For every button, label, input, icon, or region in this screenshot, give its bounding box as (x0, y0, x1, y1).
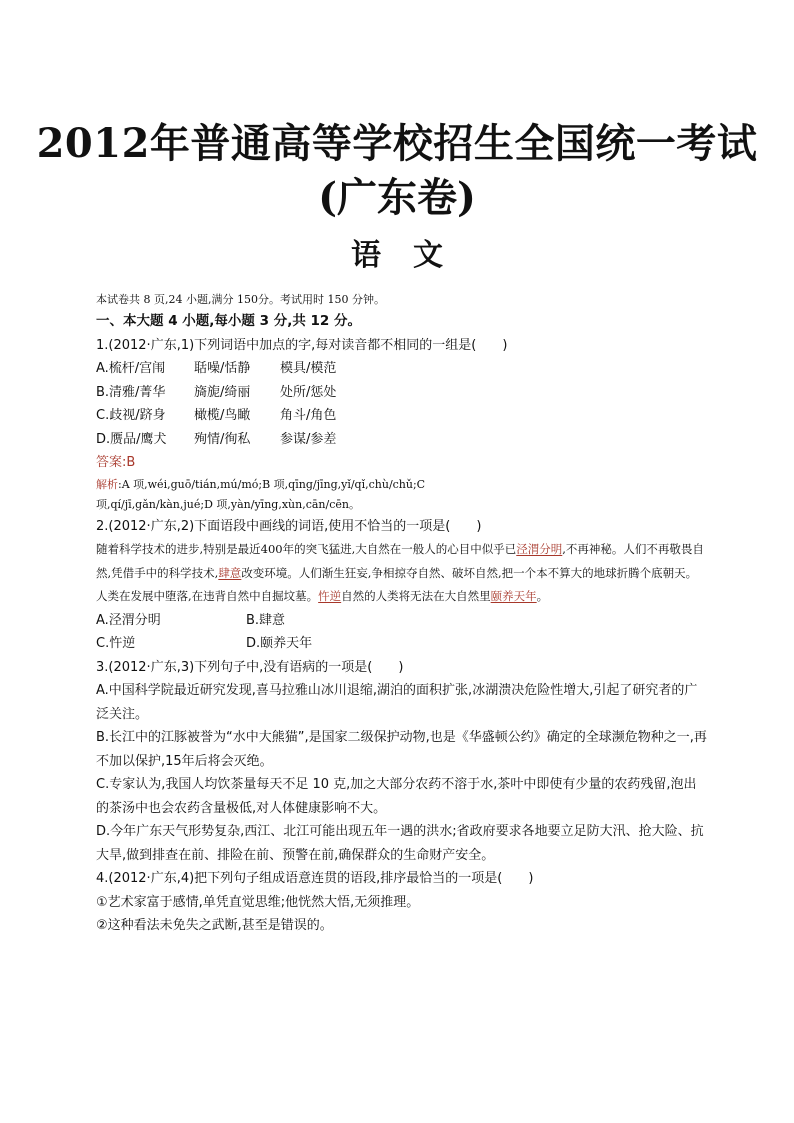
option-part: 模具/模范 (280, 361, 337, 376)
exam-content (96, 290, 708, 938)
question-3-option-d: D.今年广东天气形势复杂,西江、北江可能出现五年一遇的洪水;省政府要求各地要立足防大汛、抢大险、抗大旱,做到排查在前、排险在前、预警在前,确保群众的生命财产安全。 (96, 824, 704, 863)
question-2-stem: 2.(2012·广东,2)下面语段中画线的词语,使用不恰当的一项是( ) (96, 518, 482, 534)
question-4-sentence-1: ①艺术家富于感情,单凭直觉思维;他恍然大悟,无须推理。 (96, 894, 420, 910)
passage-text: ,不再神秘。人们不再敬畏自然,凭借手中的科学技术, (96, 542, 704, 580)
question-4-sentence-2: ②这种看法未免失之武断,甚至是错误的。 (96, 918, 333, 933)
option-part: C.歧视/跻身 (96, 408, 166, 423)
underlined-word: 忤逆 (318, 589, 342, 603)
option-part: 橄榄/鸟瞰 (194, 408, 251, 423)
option-a: A.泾渭分明 (96, 612, 161, 628)
option-part: 参谋/参差 (280, 431, 337, 447)
underlined-word: 肆意 (218, 565, 242, 580)
subject-heading: 语文 (351, 238, 475, 273)
option-b: B.肆意 (246, 612, 286, 628)
page-title: 2012年普通高等学校招生全国统一考试 (36, 120, 758, 167)
explanation-text: :A 项,wéi,guō/tián,mú/mó;B 项,qīng/jīng,yǐ/qǐ,chù/chǔ;C (118, 477, 426, 491)
question-1-option-d (96, 428, 708, 452)
option-part: D.赝品/鹰犬 (96, 431, 167, 447)
question-2-passage (96, 538, 708, 609)
question-1-stem: 1.(2012·广东,1)下列词语中加点的字,每对读音都不相同的一组是( ) (96, 337, 508, 353)
question-2-options-row-2 (96, 632, 708, 656)
option-part: 处所/惩处 (280, 384, 337, 400)
passage-text: 。 (536, 589, 549, 603)
passage-text: 自然的人类将无法在大自然里 (341, 589, 491, 603)
option-c: C.忤逆 (96, 636, 136, 651)
question-4-stem: 4.(2012·广东,4)把下列句子组成语意连贯的语段,排序最恰当的一项是( ) (96, 871, 534, 886)
question-1-option-b (96, 381, 708, 405)
section-heading: 一、本大题 4 小题,每小题 3 分,共 12 分。 (96, 313, 362, 329)
option-d: D.颐养天年 (246, 636, 313, 651)
question-1-explanation-cont: 项,qí/jī,gǎn/kàn,jué;D 项,yàn/yīng,xùn,cān/cēn。 (96, 497, 360, 511)
question-1-explanation (96, 475, 708, 495)
question-3-option-a: A.中国科学院最近研究发现,喜马拉雅山冰川退缩,湖泊的面积扩张,冰湖溃决危险性增大,引起了研究者的广泛关注。 (96, 683, 698, 722)
option-part: 聒噪/恬静 (194, 361, 251, 376)
option-part: 殉情/徇私 (194, 431, 251, 447)
option-part: 角斗/角色 (280, 408, 337, 423)
exam-intro: 本试卷共 8 页,24 小题,满分 150分。考试用时 150 分钟。 (96, 293, 385, 306)
page-subtitle: (广东卷) (318, 174, 476, 221)
question-1-option-c (96, 404, 708, 428)
passage-text: 改变环境。人们渐生狂妄,争相掠夺自然、破坏自然,把一个本不算大的地球折腾个底朝天。人类在发展中堕落,在违背自然中自掘坟墓。 (96, 565, 698, 603)
question-1-answer: 答案:B (96, 455, 136, 470)
explanation-label: 解析 (96, 477, 118, 491)
option-part: 旖旎/绮丽 (194, 384, 251, 400)
question-3-stem: 3.(2012·广东,3)下列句子中,没有语病的一项是( ) (96, 659, 404, 675)
option-part: A.梳杆/宫闱 (96, 361, 166, 376)
question-3-option-b: B.长江中的江豚被誉为“水中大熊猫”,是国家二级保护动物,也是《华盛顿公约》确定的全球濒危物种之一,再不加以保护,15年后将会灭绝。 (96, 730, 707, 769)
option-part: B.清雅/菁华 (96, 384, 166, 400)
underlined-word: 颐养天年 (490, 589, 537, 603)
question-1-option-a (96, 357, 708, 381)
question-2-options-row-1 (96, 609, 708, 633)
passage-text: 随着科学技术的进步,特别是最近400年的突飞猛进,大自然在一般人的心目中似乎已 (96, 542, 517, 556)
question-3-option-c: C.专家认为,我国人均饮茶量每天不足 10 克,加之大部分农药不溶于水,茶叶中即使有少量的农药残留,泡出的茶汤中也会农药含量极低,对人体健康影响不大。 (96, 777, 697, 816)
underlined-word: 泾渭分明 (516, 542, 563, 556)
